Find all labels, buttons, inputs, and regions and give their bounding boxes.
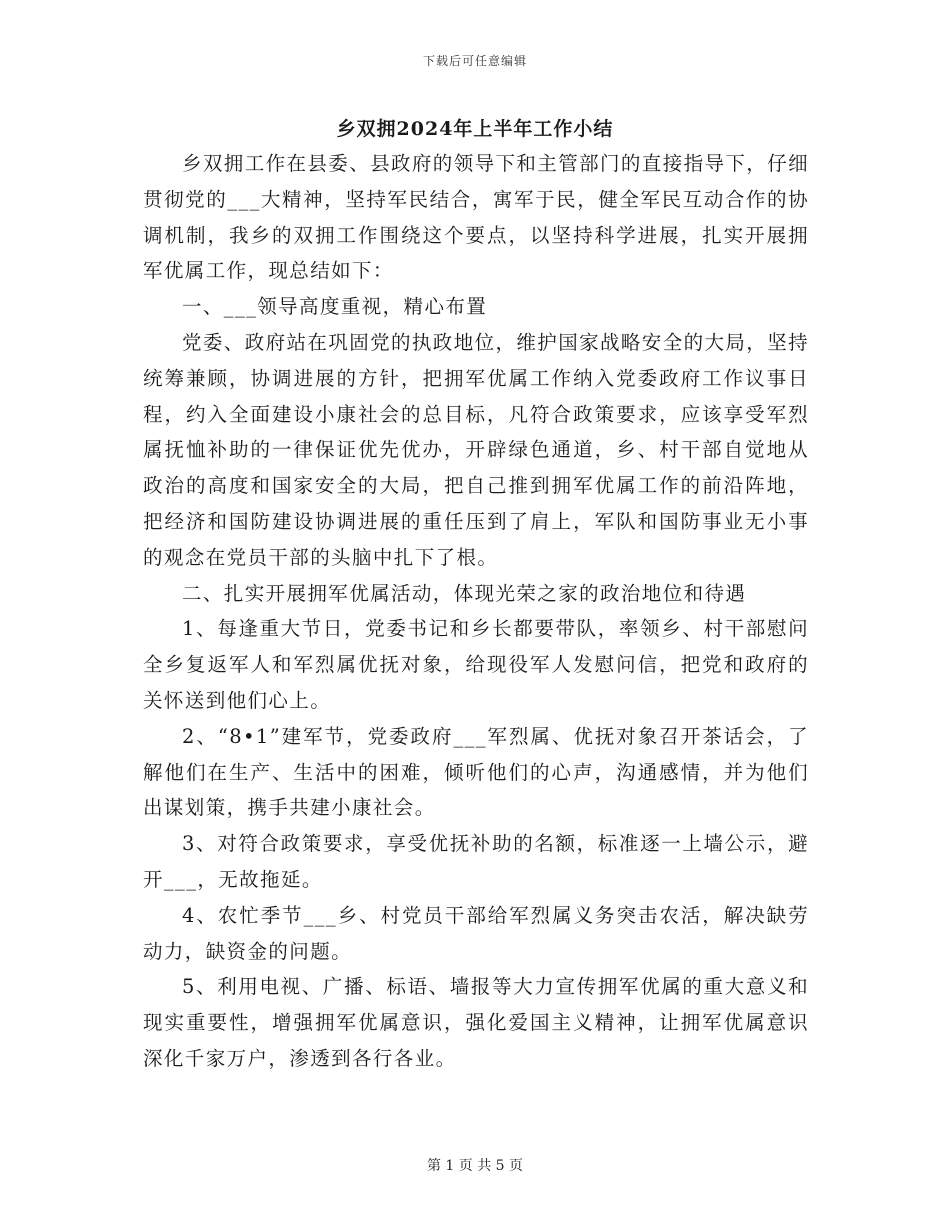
- list-item: 2、“8•1”建军节，党委政府___军烈属、优抚对象召开茶话会，了解他们在生产、生活中的困难，倾听他们的心声，沟通感情，并为他们出谋划策，携手共建小康社会。: [143, 724, 809, 820]
- paragraph-intro: 乡双拥工作在县委、县政府的领导下和主管部门的直接指导下，仔细贯彻党的___大精神，坚持军民结合，寓军于民，健全军民互动合作的协调机制，我乡的双拥工作围绕这个要点，以坚持科学进展，扎实开展拥军优属工作，现总结如下：: [143, 152, 810, 283]
- list-item: 4、农忙季节___乡、村党员干部给军烈属义务突击农活，解决缺劳动力，缺资金的问题。: [143, 903, 809, 963]
- header-note: 下载后可任意编辑: [422, 54, 527, 68]
- section-heading-2: 二、扎实开展拥军优属活动，体现光荣之家的政治地位和待遇: [182, 581, 747, 605]
- document-title: 乡双拥2024年上半年工作小结: [336, 118, 614, 140]
- list-item: 5、利用电视、广播、标语、墙报等大力宣传拥军优属的重大意义和现实重要性，增强拥军优属意识，强化爱国主义精神，让拥军优属意识深化千家万户，渗透到各行各业。: [143, 975, 809, 1070]
- document-body: [143, 146, 809, 1077]
- list-item: 3、对符合政策要求，享受优抚补助的名额，标准逐一上墙公示，避开___，无故拖延。: [143, 832, 809, 891]
- list-item: 1、每逢重大节日，党委书记和乡长都要带队，率领乡、村干部慰问全乡复返军人和军烈属优抚对象，给现役军人发慰问信，把党和政府的关怀送到他们心上。: [143, 617, 809, 712]
- page-footer: 第 1 页 共 5 页: [426, 1158, 524, 1174]
- paragraph: 党委、政府站在巩固党的执政地位，维护国家战略安全的大局，坚持统筹兼顾，协调进展的方针，把拥军优属工作纳入党委政府工作议事日程，约入全面建设小康社会的总目标，凡符合政策要求，应该享受军烈属抚恤补助的一律保证优先优办，开辟绿色通道，乡、村干部自觉地从政治的高度和国家安全的大局，把自己推到拥军优属工作的前沿阵地，把经济和国防建设协调进展的重任压到了肩上，军队和国防事业无小事的观念在党员干部的头脑中扎下了根。: [143, 330, 810, 569]
- section-heading-1: 一、___领导高度重视，精心布置: [182, 295, 488, 319]
